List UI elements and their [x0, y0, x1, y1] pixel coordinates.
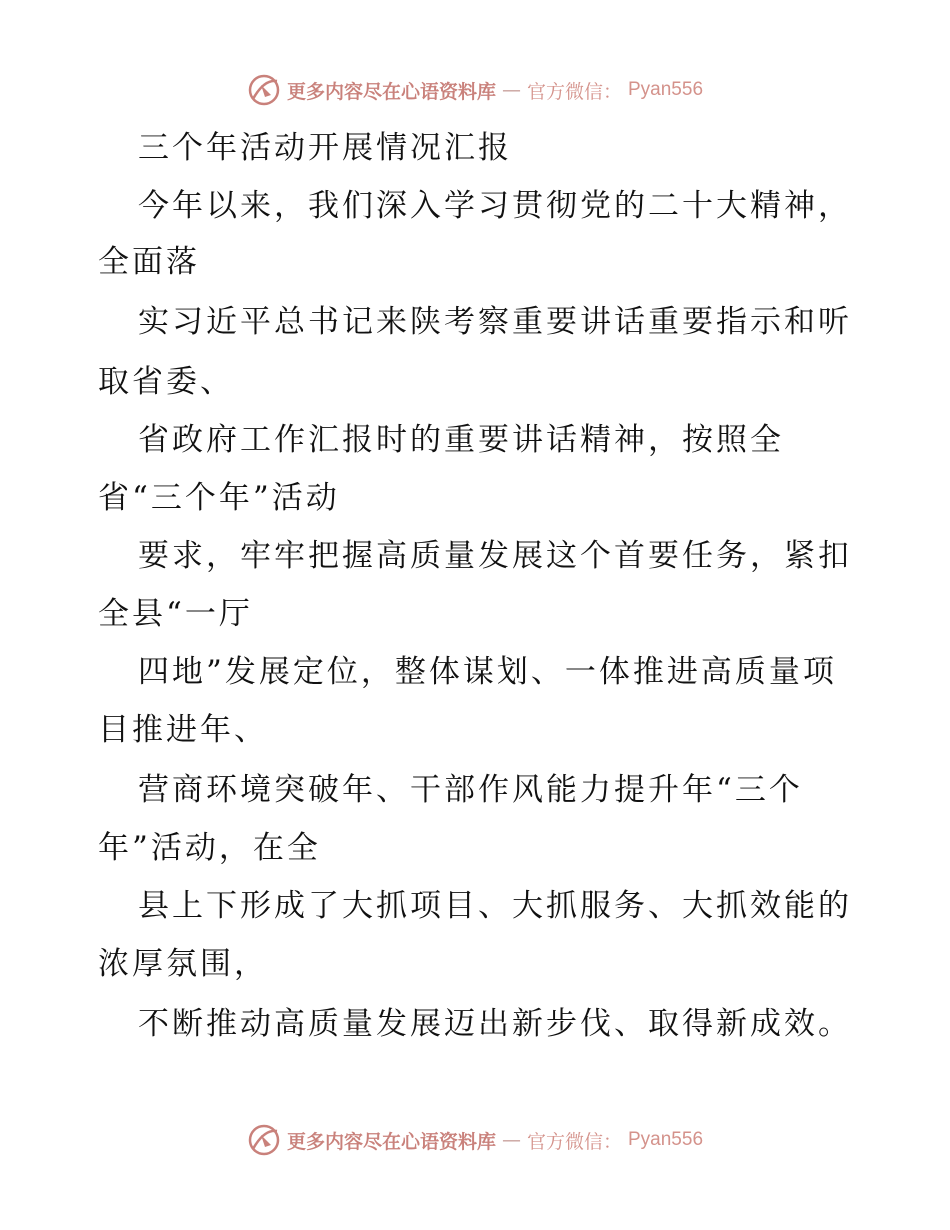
paragraph-line: 全县“一厅 [98, 596, 253, 632]
footer-watermark [0, 1120, 950, 1160]
paragraph-line: 年”活动，在全 [98, 830, 321, 866]
paragraph-line: 营商环境突破年、干部作风能力提升年“三个 [138, 772, 803, 808]
watermark-sub-text: 官方微信： [526, 80, 622, 103]
pen-nib-circle-icon [247, 73, 281, 107]
watermark-dash: — [501, 1129, 521, 1151]
paragraph-line: 要求，牢牢把握高质量发展这个首要任务，紧扣 [138, 538, 852, 574]
paragraph-line: 省“三个年”活动 [98, 480, 340, 516]
paragraph-line: 四地”发展定位，整体谋划、一体推进高质量项 [138, 654, 837, 690]
pen-nib-circle-icon [247, 1123, 281, 1157]
watermark-wechat-id: Pyan556 [628, 79, 704, 100]
paragraph-line: 取省委、 [98, 364, 234, 400]
document-title: 三个年活动开展情况汇报 [138, 130, 512, 166]
header-watermark [0, 70, 950, 110]
paragraph-line: 县上下形成了大抓项目、大抓服务、大抓效能的 [138, 888, 852, 924]
watermark-wechat-id: Pyan556 [628, 1129, 704, 1150]
paragraph-line: 全面落 [98, 244, 200, 280]
watermark-sub-text: 官方微信： [526, 1130, 622, 1153]
paragraph-line: 今年以来，我们深入学习贯彻党的二十大精神， [138, 188, 852, 224]
paragraph-line: 实习近平总书记来陕考察重要讲话重要指示和听 [138, 304, 852, 340]
paragraph-line: 省政府工作汇报时的重要讲话精神，按照全 [138, 422, 784, 458]
paragraph-line: 目推进年、 [98, 712, 268, 748]
watermark-main-text: 更多内容尽在心语资料库 [286, 80, 496, 103]
watermark-main-text: 更多内容尽在心语资料库 [286, 1130, 496, 1153]
paragraph-line: 不断推动高质量发展迈出新步伐、取得新成效。 [138, 1006, 852, 1042]
watermark-dash: — [501, 79, 521, 101]
paragraph-line: 浓厚氛围， [98, 946, 268, 982]
